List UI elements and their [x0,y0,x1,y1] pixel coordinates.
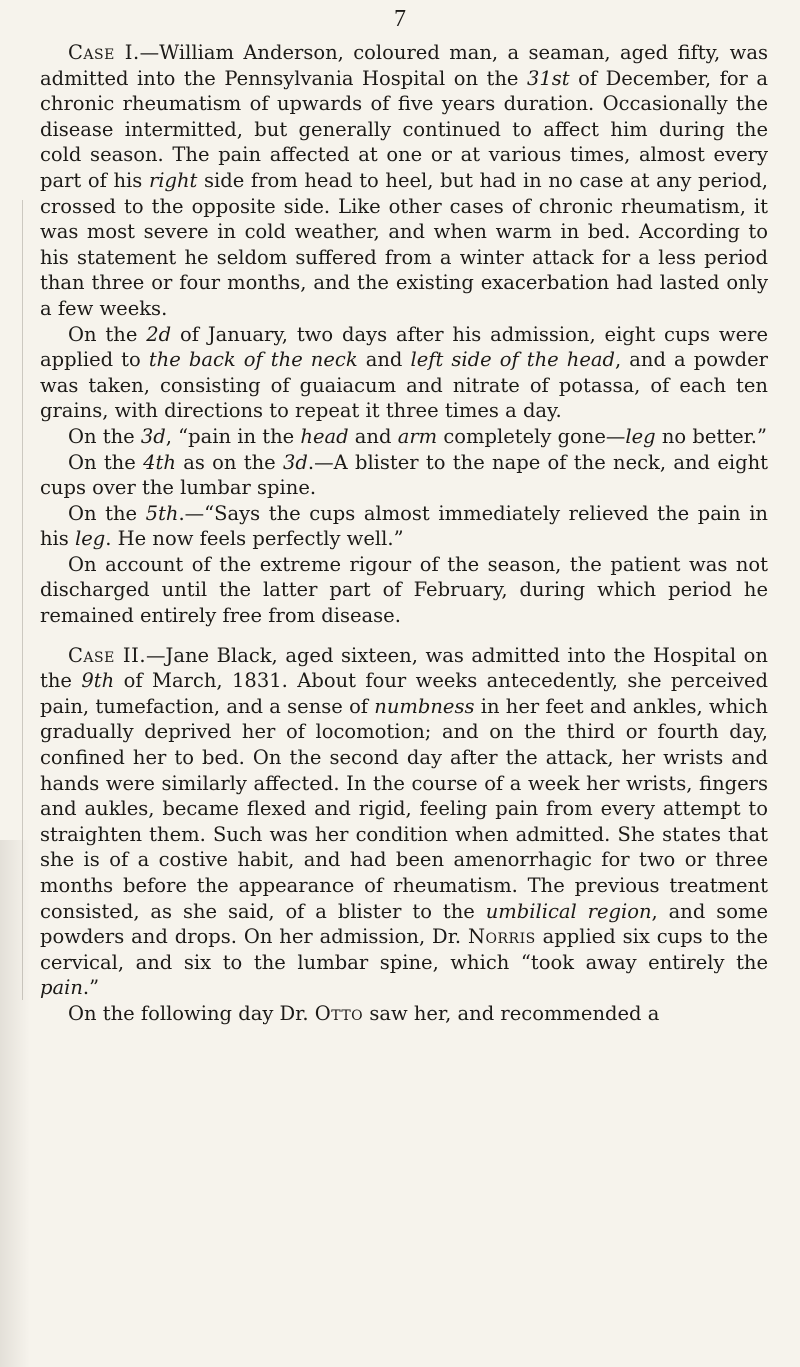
italic-run: 9th [81,669,115,693]
case1-paragraph-5 [40,501,768,552]
text-run: completely gone— [437,424,626,448]
italic-run: 2d [146,322,172,346]
case1-paragraph-4 [40,450,768,501]
text-run: —Jane Black, aged sixteen, was admitted into the Hospital on the [40,643,768,693]
page-edge-line [22,200,23,1000]
italic-run: the back of the neck [148,348,358,372]
text-run: .—“Says the cups almost immediately relieved the pain in his [40,501,768,551]
text-run: , and some powders and drops. On her admission, Dr. [40,899,769,949]
text-run: as on the [175,450,283,474]
italic-run: 5th [145,501,179,525]
italic-run: pain [40,976,83,1000]
text-run: applied six cups to the cervical, and six to the lumbar spine, which “took away entirely the [40,925,768,974]
text-run: and [357,348,411,372]
italic-run: head [300,424,349,448]
italic-run: right [148,168,198,192]
text-run: On the [68,322,147,346]
case1-heading: Case I. [68,41,140,64]
italic-run: numbness [374,694,475,718]
italic-run: 31st [526,66,570,90]
italic-run: 3d [140,424,166,448]
italic-run: left side of the head [410,348,615,372]
body-text [40,40,768,1027]
text-run: .—A blister to the nape of the neck, and eight cups over the lumbar spine. [40,450,768,500]
text-run: On the following day Dr. [68,1001,315,1025]
text-run: in her feet and ankles, which gradually deprived her of locomotion; and on the third or fourth day, confined her to bed. On the second day after the attack, her wrists and hands were similarly affected. In the course of a week her wrists, fingers and aukles, became flexed and rigid, feeling pain from every attempt to straighten them. Such was her condition when admitted. She states that she is of a costive habit, and had been amenorrhagic for two or three months before the appearance of rheumatism. The previous treatment consisted, as she said, of a blister to the [40,694,768,923]
small-caps-run: Norris [467,925,536,949]
italic-run: leg [75,527,106,551]
case1-paragraph-6: On account of the extreme rigour of the season, the patient was not discharged until the latter part of February, during which period he remained entirely free from disease. [40,552,768,628]
small-caps-run: Otto [314,1001,364,1025]
text-run: On the [68,424,141,448]
binding-shadow [0,840,30,1367]
text-run: On the [68,501,146,525]
section-gap [40,629,768,643]
text-run: and [348,424,398,448]
italic-run: umbilical region [485,899,652,923]
italic-run: leg [625,424,656,448]
text-run: On the [68,450,144,474]
text-run: saw her, and recommended a [363,1001,660,1025]
text-run: .” [82,976,100,1000]
italic-run: 4th [143,450,176,474]
italic-run: arm [397,424,438,448]
case1-paragraph-2 [40,322,768,424]
case1-paragraph-3 [40,424,768,450]
text-run: of March, 1831. About four weeks antecedently, she perceived pain, tumefaction, and a sense of [40,669,769,718]
text-run: side from head to heel, but had in no case at any period, crossed to the opposite side. Like other cases of chronic rheumatism, it was most severe in cold weather, and when warm in bed. According to his statement he seldom suffered from a winter attack for a less period than three or four months, and the existing exacerbation had lasted only a few weeks. [40,168,769,320]
text-run: . He now feels perfectly well.” [105,527,404,551]
text-run: —William Anderson, coloured man, a seaman, aged fifty, was admitted into the Pennsylvania Hospital on the [40,41,768,90]
case2-heading: Case II. [68,643,147,667]
italic-run: 3d [282,450,308,474]
text-run: of January, two days after his admission, eight cups were applied to [40,322,768,372]
page-number: 7 [394,6,406,32]
text-run: no better.” [655,424,767,448]
text-run: , “pain in the [165,424,301,448]
text-run: , and a powder was taken, consisting of guaiacum and nitrate of potassa, of each ten grains, with directions to repeat it three times a day. [40,348,768,423]
case2-paragraph-2 [40,1001,768,1027]
case1-paragraph-1 [40,40,768,322]
text-run: of December, for a chronic rheumatism of upwards of five years duration. Occasionally the disease intermitted, but generally continued to affect him during the cold season. The pain affected at one or at various times, almost every part of his [40,66,769,192]
case2-paragraph-1 [40,643,768,1001]
